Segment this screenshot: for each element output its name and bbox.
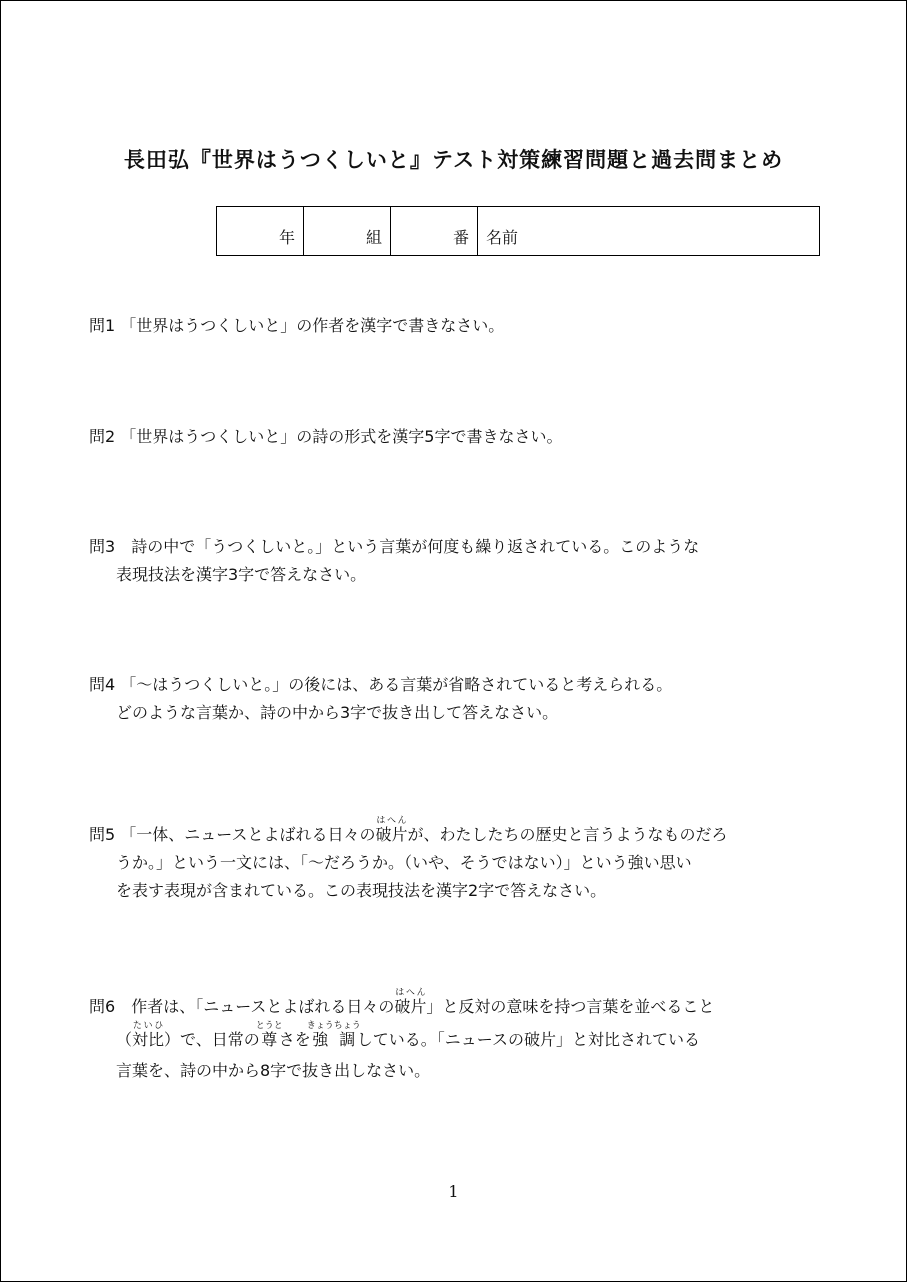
ruby-word bbox=[394, 988, 427, 1016]
question-number: 問2 bbox=[89, 427, 116, 446]
ruby-word bbox=[255, 1021, 283, 1049]
ruby-reading: とうと bbox=[255, 1021, 283, 1031]
question-3 bbox=[89, 533, 829, 589]
question-text-cont: うか。」という一文には、「～だろうか。（いや、そうではない）」という強い思い bbox=[116, 853, 692, 872]
question-text: 「世界はうつくしいと」の作者を漢字で書きなさい。 bbox=[120, 316, 505, 335]
question-text-cont: どのような言葉か、詩の中から3字で抜き出して答えなさい。 bbox=[116, 703, 559, 722]
ruby-word bbox=[132, 1021, 165, 1049]
ruby-base: 対比 bbox=[132, 1030, 165, 1049]
paren: （ bbox=[116, 1030, 133, 1049]
ruby-word bbox=[375, 816, 408, 844]
ruby-base: 強調 bbox=[306, 1030, 361, 1049]
number-field[interactable]: 番 bbox=[391, 207, 478, 256]
question-text: 」と反対の意味を持つ言葉を並べること bbox=[426, 997, 715, 1016]
question-text-cont: を表す表現が含まれている。この表現技法を漢字2字で答えなさい。 bbox=[116, 881, 607, 900]
ruby-reading: はへん bbox=[394, 988, 427, 998]
question-1 bbox=[89, 312, 829, 340]
question-text: 「世界はうつくしいと」の詩の形式を漢字5字で書きなさい。 bbox=[120, 427, 563, 446]
ruby-reading: たいひ bbox=[132, 1021, 165, 1031]
question-number: 問4 bbox=[89, 675, 116, 694]
question-text: が、わたしたちの歴史と言うようなものだろ bbox=[407, 825, 728, 844]
ruby-base: 破片 bbox=[375, 825, 408, 844]
name-box bbox=[216, 206, 820, 256]
class-field[interactable]: 組 bbox=[304, 207, 391, 256]
ruby-base: 破片 bbox=[394, 997, 427, 1016]
question-number: 問3 bbox=[89, 537, 116, 556]
question-number: 問5 bbox=[89, 825, 116, 844]
question-text: ）で、日常の bbox=[164, 1030, 260, 1049]
question-text: している。「ニュースの破片」と対比されている bbox=[356, 1030, 700, 1049]
ruby-reading: はへん bbox=[375, 816, 408, 826]
question-2 bbox=[89, 423, 829, 451]
question-text: 詩の中で「うつくしいと。」という言葉が何度も繰り返されている。このような bbox=[131, 537, 700, 556]
question-4 bbox=[89, 671, 829, 727]
page-number: 1 bbox=[448, 1182, 459, 1201]
question-text: 「一体、ニュースとよばれる日々の bbox=[120, 825, 376, 844]
name-field[interactable]: 名前 bbox=[478, 207, 820, 256]
question-text: 「～はうつくしいと。」の後には、ある言葉が省略されていると考えられる。 bbox=[120, 675, 673, 694]
ruby-reading: きょうちょう bbox=[306, 1021, 361, 1031]
question-number: 問6 bbox=[89, 997, 116, 1016]
question-number: 問1 bbox=[89, 316, 116, 335]
question-text: さを bbox=[278, 1030, 311, 1049]
question-text: 作者は、「ニュースとよばれる日々の bbox=[131, 997, 395, 1016]
page-title: 長田弘『世界はうつくしいと』テスト対策練習問題と過去問まとめ bbox=[123, 148, 784, 172]
question-text-cont bbox=[89, 1021, 829, 1057]
question-6 bbox=[89, 988, 829, 1085]
ruby-base: 尊 bbox=[255, 1030, 283, 1049]
year-field[interactable]: 年 bbox=[217, 207, 304, 256]
ruby-word bbox=[306, 1021, 361, 1049]
question-text-cont: 言葉を、詩の中から8字で抜き出しなさい。 bbox=[116, 1061, 431, 1080]
question-5 bbox=[89, 816, 829, 905]
question-text-cont: 表現技法を漢字3字で答えなさい。 bbox=[116, 565, 367, 584]
